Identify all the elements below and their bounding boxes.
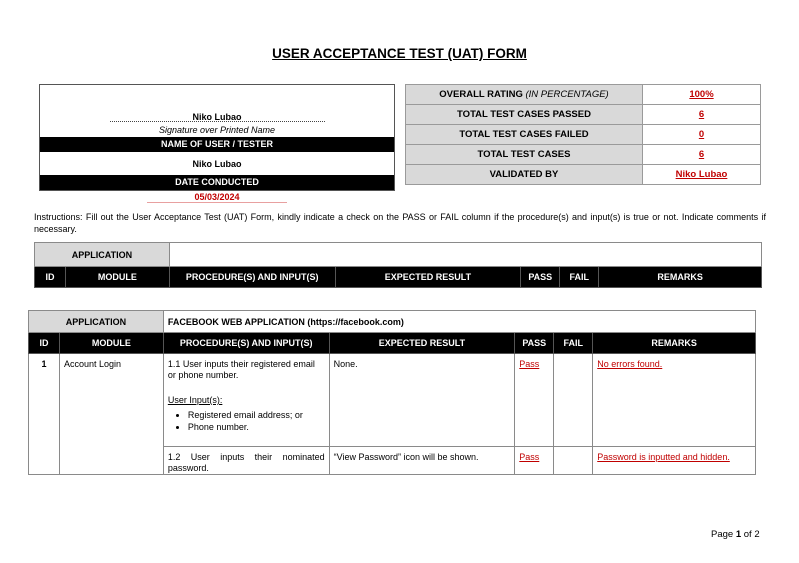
- validated-label: VALIDATED BY: [406, 165, 643, 185]
- page-current: 1: [735, 529, 742, 540]
- application-value: [169, 243, 761, 267]
- page-total: 2: [754, 529, 760, 540]
- row-fail: [554, 354, 593, 447]
- col-pass: PASS: [515, 333, 554, 354]
- list-item: • Phone number.: [188, 422, 325, 433]
- row-remarks: Password is inputted and hidden.: [593, 447, 756, 475]
- application-value: FACEBOOK WEB APPLICATION (https://facebook.com): [163, 311, 755, 333]
- col-pass: PASS: [521, 267, 560, 288]
- instructions: Instructions: Fill out the User Acceptance Test (UAT) Form, kindly indicate a check on the PASS or FAIL column if the procedure(s) and input(s) is true or not. Indicate comments if necessary.: [34, 212, 766, 234]
- table-row: [29, 354, 756, 447]
- row-pass: Pass: [515, 354, 554, 447]
- summary-table: [405, 84, 761, 185]
- col-expected: EXPECTED RESULT: [329, 333, 515, 354]
- row-pass: Pass: [515, 447, 554, 475]
- col-remarks: REMARKS: [599, 267, 762, 288]
- template-table: [34, 242, 762, 288]
- row-expected: None.: [329, 354, 515, 447]
- tester-name: Niko Lubao: [192, 159, 242, 169]
- signature-name: Niko Lubao: [192, 112, 242, 122]
- passed-label: TOTAL TEST CASES PASSED: [406, 105, 643, 125]
- passed-value: 6: [643, 105, 761, 125]
- total-label: TOTAL TEST CASES: [406, 145, 643, 165]
- col-id: ID: [35, 267, 66, 288]
- row-procedure: 1.2 User inputs their nominated password.: [163, 447, 329, 475]
- summary-row: [406, 145, 761, 165]
- date-header: DATE CONDUCTED: [40, 175, 394, 190]
- inputs-list: [168, 410, 325, 433]
- header-row: [35, 267, 762, 288]
- row-remarks: No errors found.: [593, 354, 756, 447]
- summary-row: [406, 165, 761, 185]
- col-procedure: PROCEDURE(S) AND INPUT(S): [163, 333, 329, 354]
- row-module: Account Login: [59, 354, 163, 475]
- signature-line: [110, 121, 325, 122]
- name-header: NAME OF USER / TESTER: [40, 137, 394, 152]
- procedure-text: 1.1 User inputs their registered email or phone number.: [167, 359, 315, 380]
- signature-caption: Signature over Printed Name: [158, 125, 276, 135]
- summary-row: [406, 125, 761, 145]
- page-of: of: [743, 529, 752, 540]
- total-value: 6: [643, 145, 761, 165]
- summary-row: [406, 105, 761, 125]
- col-module: MODULE: [59, 333, 163, 354]
- application-row: [35, 243, 762, 267]
- col-remarks: REMARKS: [593, 333, 756, 354]
- overall-rating-value: 100%: [643, 85, 761, 105]
- col-id: ID: [29, 333, 60, 354]
- summary-row: [406, 85, 761, 105]
- list-item: • Registered email address; or: [188, 410, 325, 421]
- application-row: [29, 311, 756, 333]
- col-procedure: PROCEDURE(S) AND INPUT(S): [169, 267, 335, 288]
- application-label: APPLICATION: [35, 243, 170, 267]
- page-prefix: Page: [711, 529, 734, 540]
- failed-value: 0: [643, 125, 761, 145]
- row-expected: “View Password” icon will be shown.: [329, 447, 515, 475]
- test-table: [28, 310, 756, 475]
- validated-value: Niko Lubao: [643, 165, 761, 185]
- form-title: USER ACCEPTANCE TEST (UAT) FORM: [272, 46, 527, 61]
- col-expected: EXPECTED RESULT: [335, 267, 521, 288]
- inputs-label: User Input(s):: [167, 395, 223, 405]
- date-value: 05/03/2024: [147, 192, 287, 203]
- col-module: MODULE: [65, 267, 169, 288]
- row-fail: [554, 447, 593, 475]
- col-fail: FAIL: [554, 333, 593, 354]
- row-procedure: [163, 354, 329, 447]
- tester-box: [39, 84, 395, 191]
- col-fail: FAIL: [560, 267, 599, 288]
- row-id: 1: [29, 354, 60, 475]
- header-row: [29, 333, 756, 354]
- page-number: [711, 529, 760, 540]
- failed-label: TOTAL TEST CASES FAILED: [406, 125, 643, 145]
- overall-rating-label: OVERALL RATING (IN PERCENTAGE): [406, 85, 643, 105]
- application-label: APPLICATION: [29, 311, 164, 333]
